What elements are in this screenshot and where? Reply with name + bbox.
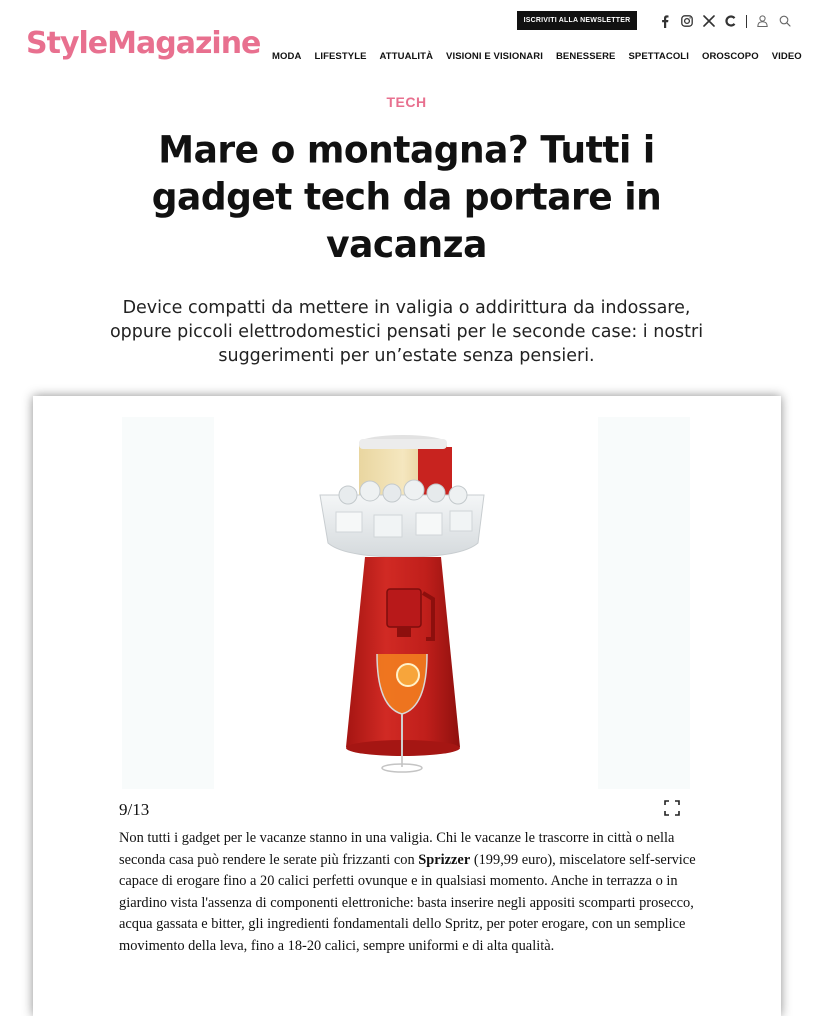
sprizzer-photo [122, 417, 690, 789]
header-divider [746, 15, 747, 28]
newsletter-button[interactable]: ISCRIVITI ALLA NEWSLETTER [517, 11, 637, 30]
nav-item-oroscopo[interactable]: OROSCOPO [701, 51, 759, 62]
slide-counter: 9/13 [119, 800, 150, 819]
social-bar [658, 13, 800, 29]
nav-item-visioni[interactable]: VISIONI E VISIONARI [446, 51, 543, 62]
article-category[interactable]: TECH [386, 94, 427, 110]
nav-item-moda[interactable]: MODA [272, 51, 302, 62]
nav-item-attualita[interactable]: ATTUALITÀ [379, 51, 434, 62]
user-icon[interactable] [756, 15, 769, 28]
gallery-card [33, 396, 781, 1016]
article-subtitle: Device compatti da mettere in valigia o addirittura da indossare, oppure piccoli elettrodomestici pensati per le seconde case: i nostri suggerimenti per un’estate senza pensieri. [109, 298, 704, 366]
product-name: Sprizzer [418, 851, 471, 868]
fullscreen-icon[interactable] [664, 800, 680, 816]
facebook-icon[interactable] [658, 15, 671, 28]
article-title: Mare o montagna? Tutti i gadget tech da portare in vacanza [151, 128, 662, 267]
instagram-icon[interactable] [680, 15, 693, 28]
slide-caption [119, 828, 704, 957]
search-icon[interactable] [778, 15, 791, 28]
site-logo[interactable]: StyleMagazine [26, 26, 261, 61]
x-icon[interactable] [702, 15, 715, 28]
caption-text-continued: (199,99 euro), miscelatore self-service capace di erogare fino a 20 calici perfetti ovunque e in qualsiasi momento. Anche in terrazza o in giardino vista l'assenza di componenti elettroniche: basta inserire negli appositi scomparti prosecco, acqua gassata e bitter, gli ingredienti fondamentali dello Spritz, per poter erogare, con un semplice movimento della leva, fino a 18-20 calici, sempre uniformi e di alta qualità. [119, 851, 696, 954]
c-icon[interactable] [724, 15, 737, 28]
nav-item-benessere[interactable]: BENESSERE [555, 51, 616, 62]
nav-item-video[interactable]: VIDEO [771, 51, 802, 62]
caption-text: Non tutti i gadget per le vacanze stanno in una valigia. Chi le vacanze le trascorre in città o nella seconda casa può rendere le serate più frizzanti con [119, 830, 675, 868]
main-nav [272, 51, 802, 62]
nav-item-spettacoli[interactable]: SPETTACOLI [628, 51, 689, 62]
nav-item-lifestyle[interactable]: LIFESTYLE [314, 51, 367, 62]
